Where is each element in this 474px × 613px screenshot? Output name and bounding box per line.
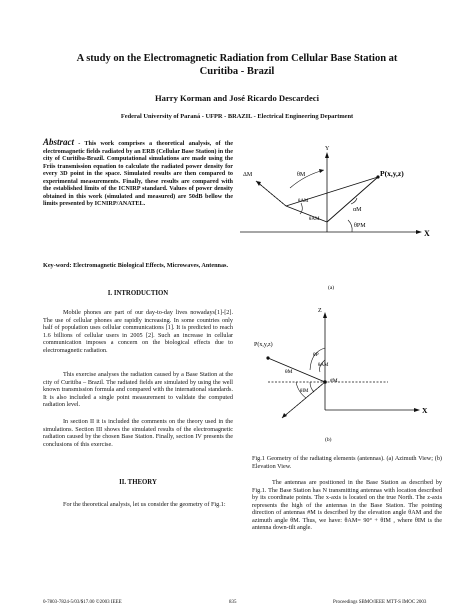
abstract-heading: Abstract — [43, 137, 75, 147]
keywords: Key-word: Electromagnetic Biological Effects, Microwaves, Antennas. — [43, 262, 229, 269]
x-axis-arrow — [416, 230, 422, 234]
affiliation: Federal University of Paraná - UFPR - BRAZIL - Electrical Engineering Department — [120, 113, 354, 120]
figure-a-azimuth-view — [240, 140, 440, 290]
delta-arrow-head — [256, 181, 261, 186]
intro-heading: I. INTRODUCTION — [107, 290, 169, 297]
title-line-1: A study on the Electromagnetic Radiation from Cellular Base Station at — [76, 53, 398, 64]
y-axis-label: Y — [325, 146, 330, 152]
theta-m-arc — [290, 170, 324, 188]
footer-proceedings: Proceedings SBMO/IEEE MTT-S IMOC 2003 — [333, 600, 427, 605]
z-axis-arrow — [323, 312, 327, 318]
line-to-antenna — [286, 206, 327, 222]
paper-title — [0, 52, 474, 78]
theory-heading: II. THEORY — [119, 479, 157, 486]
x-axis-label: X — [424, 229, 430, 238]
x-axis-b-arrow — [414, 408, 420, 412]
intro-paragraph-2: This exercise analyses the radiation caused by a Base Station at the city of Curitiba – Brazil. The radiated fields are simulated by using the well known transmission formula and compared with the international standards. It is also included a single point measurement to validate the computed radiation level. — [43, 371, 233, 408]
alpha-m-arc — [351, 198, 357, 204]
theta-am-label-upper: θAM — [298, 199, 309, 204]
z-axis-label: Z — [318, 308, 322, 314]
footer-copyright: 0-7803-7824-5/03/$17.00 ©2003 IEEE — [43, 600, 122, 605]
theta-m-b-label: θM — [285, 369, 293, 375]
point-p-label: P(x,y,z) — [380, 169, 404, 178]
title-line-2: Curitiba - Brazil — [199, 66, 275, 77]
abstract — [43, 139, 233, 208]
delta-m-label: ΔM — [243, 172, 253, 178]
tilt-arrow-head — [282, 413, 287, 418]
theta-am-b-label: θAM — [318, 363, 329, 368]
footer-page-number: 835 — [229, 600, 237, 605]
theta-pm-label: θPM — [354, 223, 366, 229]
intro-paragraph-3: In section II it is included the comments on the theory used in the simulations. Section III shows the simulated results of the electromagnetic radiation caused by the chosen Base Station. Finally, section IV presents the conclusions of this exercise. — [43, 418, 233, 448]
antenna-m-marker — [323, 380, 327, 384]
alpha-m-label: αM — [353, 207, 362, 213]
figure-b-elevation-view — [240, 300, 440, 450]
point-p-b-label: P(x,y,z) — [254, 342, 273, 348]
right-paragraph-1: The antennas are positioned in the Base Station as described by Fig.1. The Base Station has N transmitting antennas with location described by its coordinate points. The x-axis is located on the true North. The z-axis represents the high of the antennas in the Base Station. The pointing direction of antennas #M is described by the elevation angle θAM and the azimuth angle θM. Thus, we have: θAM= 90° + θIM , where θIM is the antenna down-tilt angle. — [252, 479, 442, 531]
x-axis-b-label: X — [422, 406, 428, 415]
theta-p-label: θP — [313, 352, 319, 358]
figure-caption: Fig.1 Geometry of the radiating elements (antennas). (a) Azimuth View; (b) Elevation View. — [252, 455, 442, 470]
antenna-m-label: #M — [330, 378, 338, 384]
delta-arrow-line — [256, 181, 286, 206]
figure-a-label: (a) — [328, 285, 335, 290]
y-axis-arrow — [325, 152, 329, 158]
authors: Harry Korman and José Ricardo Descardeci — [155, 93, 319, 103]
theta-m-label: θM — [297, 172, 306, 178]
theta-m-arc-head — [319, 169, 324, 173]
theory-paragraph-1: For the theoretical analysis, let us consider the geometry of Fig.1: — [63, 501, 226, 508]
abstract-text: - This work comprises a theoretical analysis, of the electromagnetic fields radiated by an ERB (Cellular Base Station) in the city of Curitiba-Brazil. Computational simulations are made using the Friis transmission equation to calculate the radiated power density for every 3D point in the space. Simulated results are then compared to experimental measurements. Finally, these results are compared with the established limits of the ICNIRP standard. Values of power density obtained in this work (simulated and measured) are 50dB bellow the limits presented by ICNIRP/ANATEL. — [43, 140, 234, 207]
theta-im-label: θIM — [300, 389, 309, 394]
theta-im-arc — [310, 382, 314, 392]
line-antenna-to-p — [327, 177, 378, 222]
line-p-to-antenna-b — [268, 358, 325, 382]
figure-b-label: (b) — [325, 437, 332, 443]
theta-am-label-lower: θAM — [309, 217, 320, 222]
theta-pm-arc — [348, 220, 352, 232]
tilt-direction-line — [282, 382, 325, 418]
intro-paragraph-1: Mobile phones are part of our day-to-day lives nowadays[1]-[2]. The use of cellular phones are rapidly increasing. In some countries only half of population uses cellular communications [1]. It is predicted to reach 1.6 billions of cellular users in 2005 [2]. Such an increase in cellular communication imposes a concern on the biological effects due to electromagnetic radiation. — [43, 309, 233, 354]
